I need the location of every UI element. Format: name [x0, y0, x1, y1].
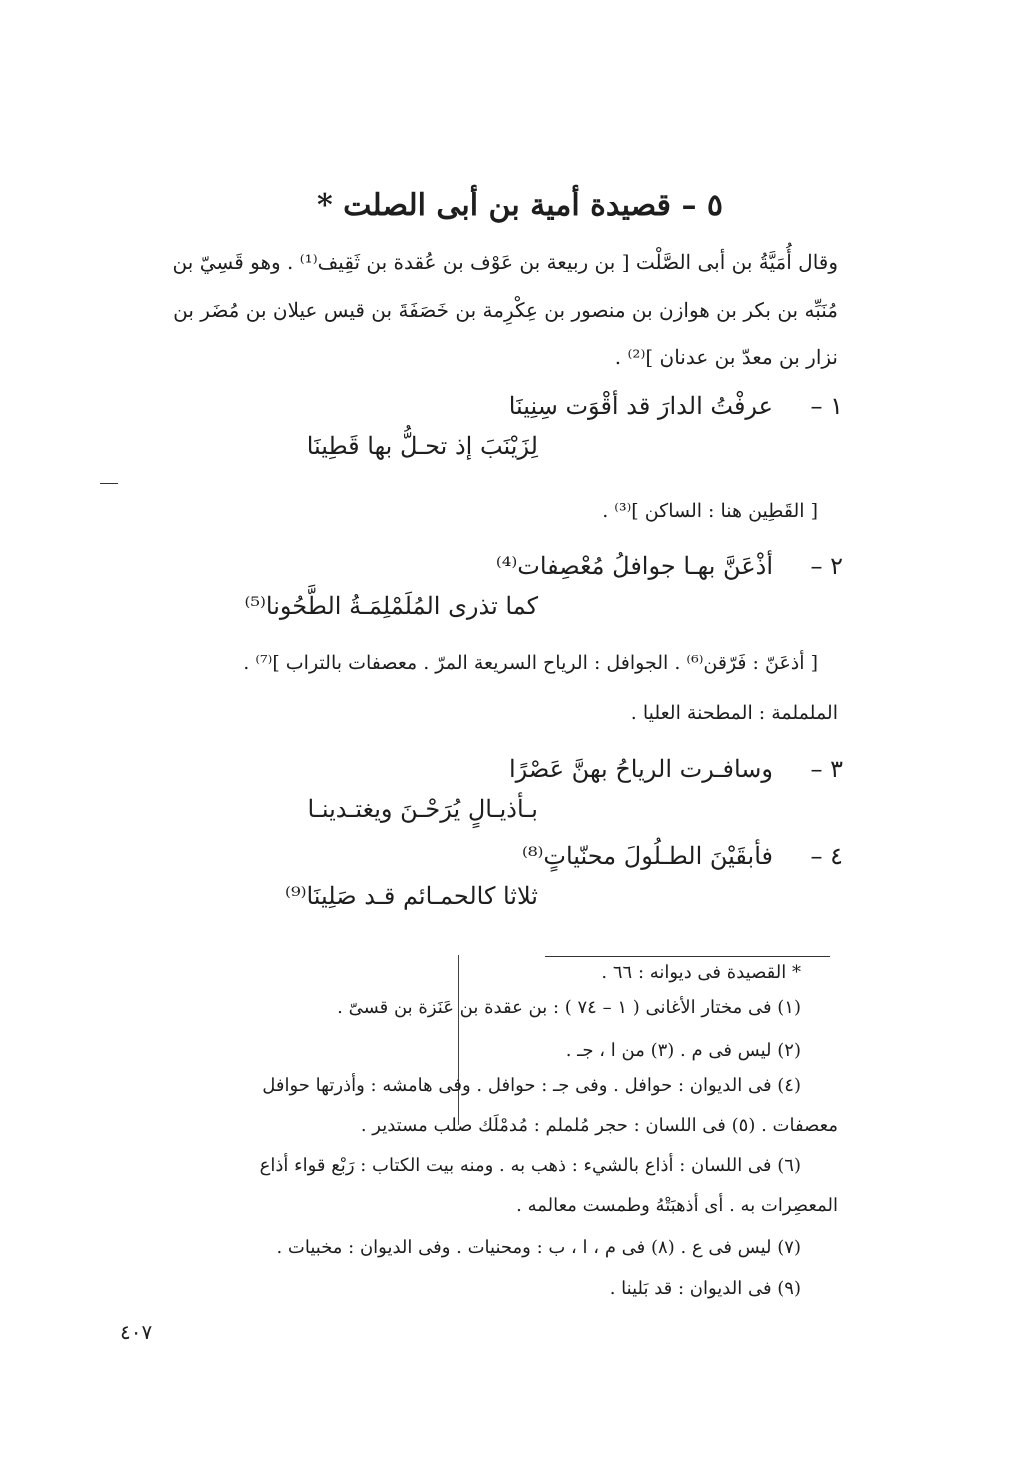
footnote: (١) فى مختار الأغانى ( ١ – ٧٤ ) : بن عقدة بن عَنَزة بن قسىّ . — [337, 997, 801, 1018]
verse-first-hemistich: فأبقَيْنَ الطـلُولَ محنّياتٍ⁽⁸⁾ — [521, 842, 773, 870]
footnote: (٩) فى الديوان : قد بَلينا . — [609, 1278, 801, 1299]
gloss-note: الململمة : المطحنة العليا . — [630, 702, 838, 724]
footnote: * القصيدة فى ديوانه : ٦٦ . — [601, 962, 801, 983]
gloss-note: [ القَطِين هنا : الساكن ]⁽³⁾ . — [602, 500, 818, 522]
intro-line: وقال أُمَيَّةُ بن أبى الصَّلْت [ بن ربيعة بن عَوْف بن عُقدة بن ثَقِيف⁽¹⁾ . وهو قَسِيّ بن — [172, 250, 838, 274]
verse-second-hemistich: بـأذيـالٍ يُرَحْـنَ ويغتـدينـا — [307, 795, 538, 823]
intro-line: نزار بن معدّ بن عدنان ]⁽²⁾ . — [614, 345, 838, 369]
page-number: ٤٠٧ — [120, 1320, 153, 1344]
gloss-note: [ أذعَنّ : فَرّقن⁽⁶⁾ . الجوافل : الرياح السريعة المرّ . معصفات بالتراب ]⁽⁷⁾ . — [243, 652, 818, 674]
verse-second-hemistich: لِزَيْنَبَ إذ تحـلُّ بها قَطِينَا — [306, 432, 538, 460]
verse-number: ٤ – — [810, 842, 843, 870]
verse-first-hemistich: عرفْتُ الدارَ قد أقْوَت سِنِينَا — [508, 392, 773, 420]
footnote: (٤) فى الديوان : حوافل . وفى جـ : حوافل . وفى هامشه : وأذرتها حوافل — [262, 1075, 801, 1096]
footnote: (٦) فى اللسان : أذاع بالشيء : ذهب به . ومنه بيت الكتاب : رَبْع قواء أذاع — [259, 1155, 801, 1176]
footnote-rule — [545, 956, 830, 957]
footnote: (٧) ليس فى ع . (٨) فى م ، ا ، ب : ومحنيات . وفى الديوان : مخبيات . — [276, 1237, 801, 1258]
footnote: معصفات . (٥) فى اللسان : حجر مُلملم : مُدمْلَك صلب مستدير . — [360, 1115, 838, 1136]
verse-first-hemistich: وسافـرت الرياحُ بهنَّ عَصْرًا — [509, 755, 773, 783]
footnote: المعصِرات به . أى أذهبَتْهُ وطمست معالمه . — [516, 1195, 838, 1216]
poem-title: ٥ – قصيدة أمية بن أبى الصلت * — [316, 188, 724, 223]
verse-second-hemistich: ثلاثا كالحمـائم قـد صَلِينَا⁽⁹⁾ — [285, 882, 538, 910]
intro-line: مُنَبِّه بن بكر بن هوازن بن منصور بن عِكْرِمة بن خَصَفَةَ بن قيس عيلان بن مُضَر بن — [173, 298, 838, 322]
scan-fold-line — [458, 955, 459, 1125]
footnote: (٢) ليس فى م . (٣) من ا ، جـ . — [565, 1040, 801, 1061]
verse-number: ٢ – — [810, 552, 843, 580]
verse-number: ١ – — [810, 392, 843, 420]
verse-number: ٣ – — [810, 755, 843, 783]
margin-mark — [100, 483, 118, 484]
verse-second-hemistich: كما تذرى المُلَمْلِمَـةُ الطَّحُونا⁽⁵⁾ — [244, 592, 538, 620]
verse-first-hemistich: أذْعَنَّ بهـا جوافلُ مُعْصِفات⁽⁴⁾ — [495, 552, 773, 580]
